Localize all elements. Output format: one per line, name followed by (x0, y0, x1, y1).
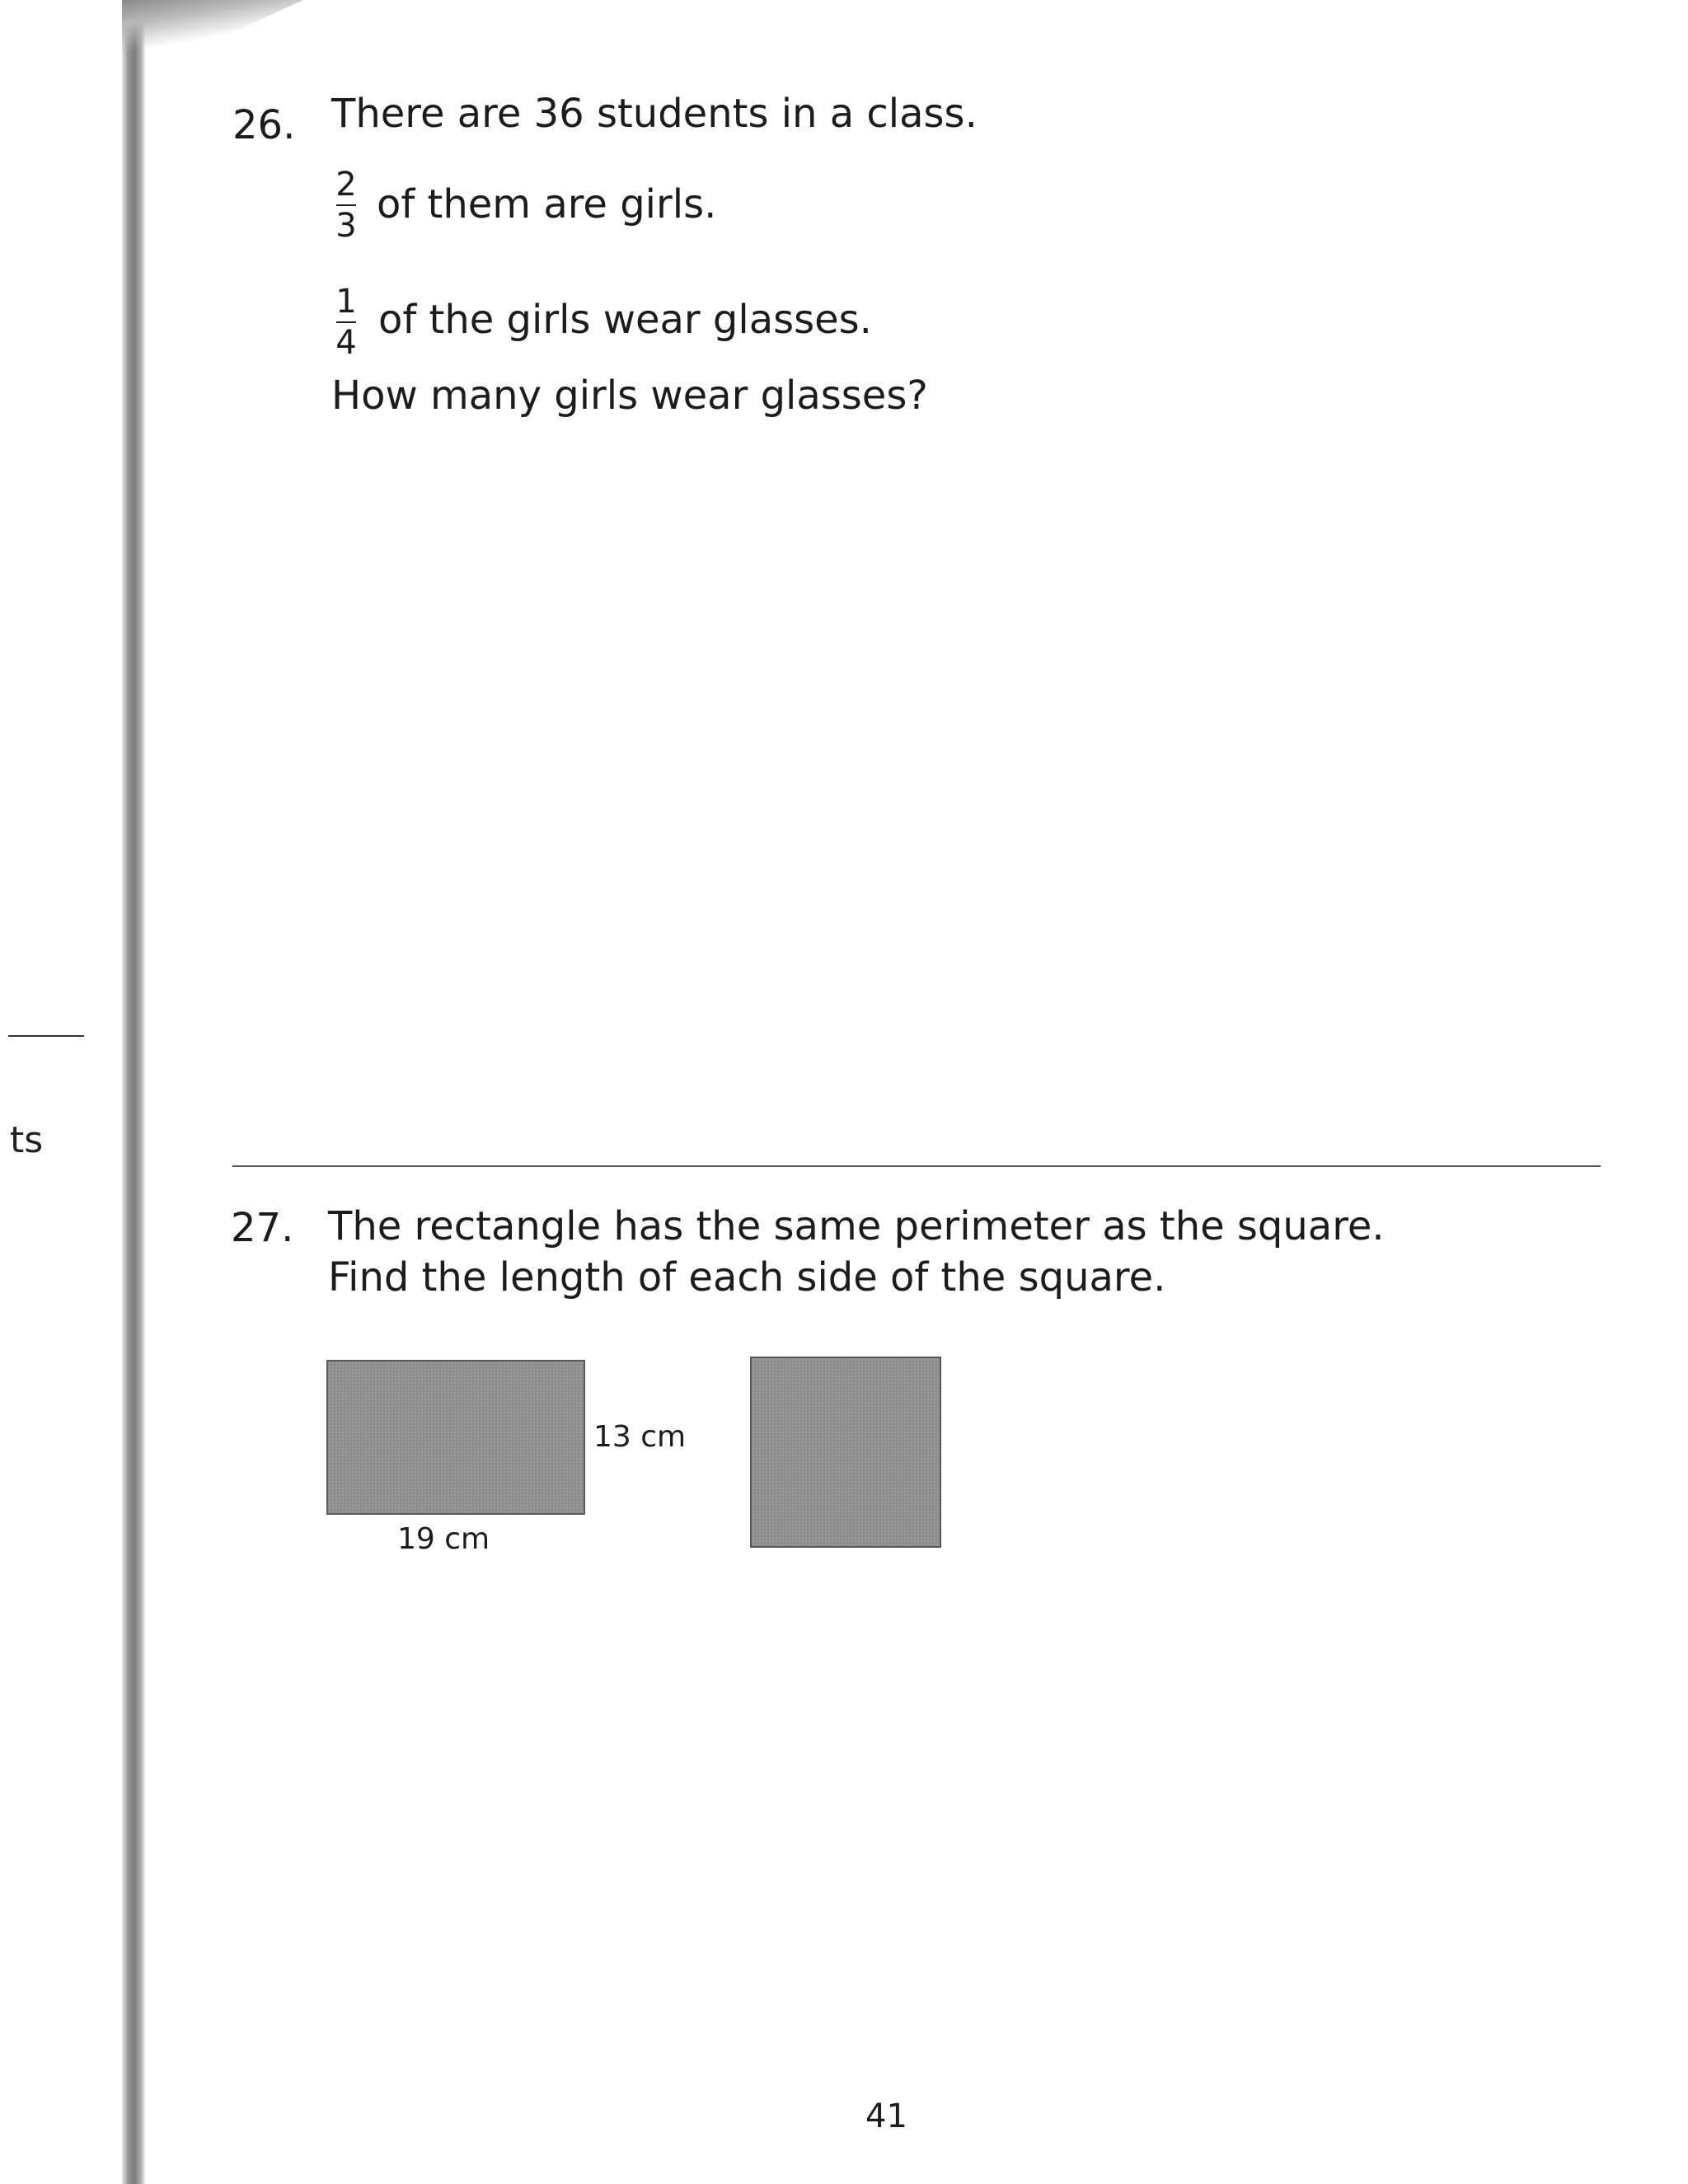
book-binding-gutter (122, 0, 145, 2184)
question-26-line-1: There are 36 students in a class. (331, 91, 978, 137)
question-27-number: 27. (231, 1205, 294, 1251)
question-26-number: 26. (232, 102, 296, 148)
fraction-denominator: 4 (335, 324, 357, 362)
rectangle-width-label: 19 cm (397, 1522, 490, 1556)
question-26-line-3: of the girls wear glasses. (378, 297, 872, 343)
question-26-question: How many girls wear glasses? (331, 373, 928, 419)
fraction-numerator: 1 (335, 283, 357, 321)
binding-shadow (122, 0, 303, 66)
section-divider (232, 1165, 1601, 1167)
fraction-two-thirds (334, 166, 359, 245)
fraction-numerator: 2 (335, 166, 357, 204)
rectangle-figure (326, 1360, 585, 1515)
fraction-bar (336, 321, 356, 323)
question-27-line-2: Find the length of each side of the square. (328, 1254, 1166, 1301)
adjacent-page-text: ts (10, 1119, 44, 1161)
square-figure (750, 1357, 941, 1548)
fraction-bar (336, 204, 356, 206)
page-number: 41 (865, 2097, 907, 2135)
fraction-one-quarter (334, 283, 359, 362)
question-26-line-2: of them are girls. (377, 181, 717, 227)
question-27-line-1: The rectangle has the same perimeter as the square. (328, 1203, 1385, 1249)
rectangle-height-label: 13 cm (593, 1420, 687, 1454)
fraction-denominator: 3 (335, 207, 357, 245)
adjacent-page-rule (8, 1035, 84, 1037)
